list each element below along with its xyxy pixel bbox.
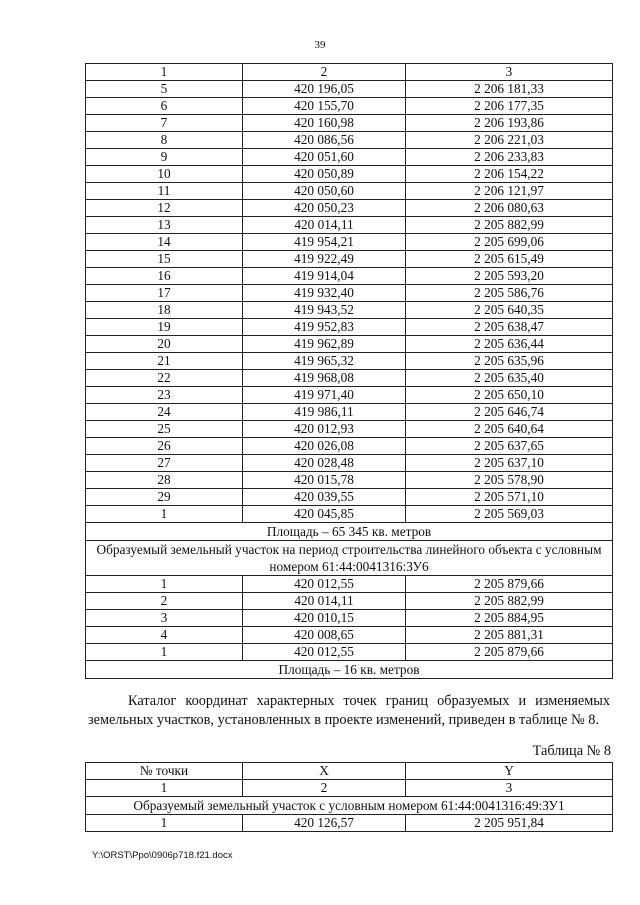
y-coordinate-cell: 2 206 080,63 <box>406 200 613 217</box>
area-total: Площадь – 16 кв. метров <box>86 661 613 679</box>
point-number-cell: 21 <box>86 353 243 370</box>
section-heading: Образуемый земельный участок на период строительства линейного объекта с условным номером 61:44:0041316:ЗУ6 <box>86 541 613 576</box>
y-coordinate-cell: 2 205 635,40 <box>406 370 613 387</box>
x-coordinate-cell: 419 965,32 <box>243 353 406 370</box>
table-row <box>86 627 613 644</box>
point-number-cell: 1 <box>86 644 243 661</box>
y-coordinate-cell: 2 206 233,83 <box>406 149 613 166</box>
x-coordinate-cell: 419 954,21 <box>243 234 406 251</box>
y-coordinate-cell: 2 206 121,97 <box>406 183 613 200</box>
y-coordinate-cell: 2 206 221,03 <box>406 132 613 149</box>
table-row <box>86 370 613 387</box>
table-row <box>86 404 613 421</box>
table-row <box>86 610 613 627</box>
y-coordinate-cell: 2 206 181,33 <box>406 81 613 98</box>
y-coordinate-cell: 2 205 882,99 <box>406 593 613 610</box>
table-row <box>86 593 613 610</box>
x-coordinate-cell: 420 155,70 <box>243 98 406 115</box>
table-row <box>86 234 613 251</box>
x-coordinate-cell: 420 010,15 <box>243 610 406 627</box>
x-coordinate-cell: 420 014,11 <box>243 593 406 610</box>
table-row <box>86 387 613 404</box>
point-number-cell: 24 <box>86 404 243 421</box>
x-coordinate-cell: 419 922,49 <box>243 251 406 268</box>
y-coordinate-cell: 2 205 646,74 <box>406 404 613 421</box>
x-coordinate-cell: 420 039,55 <box>243 489 406 506</box>
y-coordinate-cell: 2 205 578,90 <box>406 472 613 489</box>
column-number-row <box>86 780 613 797</box>
point-number-cell: 1 <box>86 576 243 593</box>
coordinates-table-7-continued <box>85 63 613 679</box>
y-coordinate-cell: 2 205 635,96 <box>406 353 613 370</box>
y-coordinate-cell: 2 205 879,66 <box>406 644 613 661</box>
x-coordinate-cell: 420 012,55 <box>243 576 406 593</box>
point-number-cell: 29 <box>86 489 243 506</box>
section-heading-row <box>86 797 613 815</box>
y-coordinate-cell: 2 205 593,20 <box>406 268 613 285</box>
x-coordinate-cell: 420 160,98 <box>243 115 406 132</box>
table-row <box>86 644 613 661</box>
catalog-paragraph: Каталог координат характерных точек границ образуемых и изменяемых земельных участков, установленных в проекте изменений, приведен в таблице № 8. <box>88 693 610 728</box>
area-total-row <box>86 661 613 679</box>
coordinates-table-7-body <box>86 64 613 679</box>
column-header-row <box>86 763 613 780</box>
point-number-cell: 15 <box>86 251 243 268</box>
table-row <box>86 115 613 132</box>
point-number-cell: 7 <box>86 115 243 132</box>
column-number-row <box>86 64 613 81</box>
y-coordinate-cell: 2 205 884,95 <box>406 610 613 627</box>
point-number-cell: 1 <box>86 506 243 523</box>
table-row <box>86 319 613 336</box>
section-heading-row <box>86 541 613 576</box>
x-coordinate-cell: 420 014,11 <box>243 217 406 234</box>
y-coordinate-cell: 2 205 636,44 <box>406 336 613 353</box>
table-row <box>86 149 613 166</box>
y-coordinate-cell: 2 205 879,66 <box>406 576 613 593</box>
point-number-cell: 5 <box>86 81 243 98</box>
point-number-cell: 6 <box>86 98 243 115</box>
y-coordinate-cell: 3 <box>406 64 613 81</box>
x-coordinate-cell: 420 050,89 <box>243 166 406 183</box>
table-row <box>86 576 613 593</box>
table-row <box>86 815 613 832</box>
table-row <box>86 132 613 149</box>
point-number-cell: 18 <box>86 302 243 319</box>
point-number-cell: 1 <box>86 64 243 81</box>
table-row <box>86 268 613 285</box>
y-coordinate-cell: 2 205 699,06 <box>406 234 613 251</box>
point-number-cell: 12 <box>86 200 243 217</box>
point-number-cell: 9 <box>86 149 243 166</box>
y-coordinate-cell: 2 205 882,99 <box>406 217 613 234</box>
point-number-cell: 23 <box>86 387 243 404</box>
table-row <box>86 166 613 183</box>
x-coordinate-cell: 420 028,48 <box>243 455 406 472</box>
area-total-row <box>86 523 613 541</box>
table-row <box>86 438 613 455</box>
point-number-cell: 14 <box>86 234 243 251</box>
table-row <box>86 472 613 489</box>
coordinates-table-8 <box>85 762 613 832</box>
y-coordinate-cell: 2 206 193,86 <box>406 115 613 132</box>
y-coordinate-cell: 2 205 638,47 <box>406 319 613 336</box>
x-coordinate-cell: 420 050,60 <box>243 183 406 200</box>
x-coordinate-cell: 420 086,56 <box>243 132 406 149</box>
document-file-path: Y:\ORST\Ppo\0906p718.f21.docx <box>92 850 233 861</box>
x-coordinate-cell: 419 932,40 <box>243 285 406 302</box>
y-coordinate-cell: 2 205 640,64 <box>406 421 613 438</box>
point-number-cell: 26 <box>86 438 243 455</box>
y-coordinate-cell: 2 205 650,10 <box>406 387 613 404</box>
y-coordinate-cell: Y <box>406 763 613 780</box>
table-row <box>86 81 613 98</box>
x-coordinate-cell: 420 050,23 <box>243 200 406 217</box>
table-row <box>86 183 613 200</box>
coordinates-table-8-body <box>86 763 613 832</box>
x-coordinate-cell: 419 986,11 <box>243 404 406 421</box>
x-coordinate-cell: X <box>243 763 406 780</box>
x-coordinate-cell: 420 026,08 <box>243 438 406 455</box>
x-coordinate-cell: 2 <box>243 780 406 797</box>
point-number-cell: 13 <box>86 217 243 234</box>
y-coordinate-cell: 2 205 637,65 <box>406 438 613 455</box>
area-total: Площадь – 65 345 кв. метров <box>86 523 613 541</box>
table-row <box>86 217 613 234</box>
y-coordinate-cell: 2 205 881,31 <box>406 627 613 644</box>
x-coordinate-cell: 419 914,04 <box>243 268 406 285</box>
table-row <box>86 506 613 523</box>
table-row <box>86 455 613 472</box>
y-coordinate-cell: 2 205 571,10 <box>406 489 613 506</box>
point-number-cell: 11 <box>86 183 243 200</box>
page-number: 39 <box>314 39 326 51</box>
x-coordinate-cell: 419 962,89 <box>243 336 406 353</box>
point-number-cell: 17 <box>86 285 243 302</box>
table-8-caption: Таблица № 8 <box>532 743 611 759</box>
point-number-cell: 28 <box>86 472 243 489</box>
y-coordinate-cell: 3 <box>406 780 613 797</box>
table-row <box>86 336 613 353</box>
point-number-cell: 27 <box>86 455 243 472</box>
table-row <box>86 421 613 438</box>
table-row <box>86 302 613 319</box>
point-number-cell: 2 <box>86 593 243 610</box>
y-coordinate-cell: 2 205 586,76 <box>406 285 613 302</box>
table-row <box>86 200 613 217</box>
point-number-cell: 1 <box>86 780 243 797</box>
point-number-cell: 3 <box>86 610 243 627</box>
section-heading: Образуемый земельный участок с условным номером 61:44:0041316:49:ЗУ1 <box>86 797 613 815</box>
x-coordinate-cell: 420 051,60 <box>243 149 406 166</box>
x-coordinate-cell: 419 968,08 <box>243 370 406 387</box>
x-coordinate-cell: 420 126,57 <box>243 815 406 832</box>
point-number-cell: № точки <box>86 763 243 780</box>
point-number-cell: 1 <box>86 815 243 832</box>
table-row <box>86 98 613 115</box>
point-number-cell: 25 <box>86 421 243 438</box>
table-row <box>86 251 613 268</box>
x-coordinate-cell: 2 <box>243 64 406 81</box>
y-coordinate-cell: 2 206 177,35 <box>406 98 613 115</box>
y-coordinate-cell: 2 205 637,10 <box>406 455 613 472</box>
x-coordinate-cell: 420 008,65 <box>243 627 406 644</box>
y-coordinate-cell: 2 205 640,35 <box>406 302 613 319</box>
table-row <box>86 353 613 370</box>
point-number-cell: 22 <box>86 370 243 387</box>
x-coordinate-cell: 419 943,52 <box>243 302 406 319</box>
table-row <box>86 285 613 302</box>
point-number-cell: 4 <box>86 627 243 644</box>
point-number-cell: 16 <box>86 268 243 285</box>
x-coordinate-cell: 420 012,55 <box>243 644 406 661</box>
x-coordinate-cell: 419 971,40 <box>243 387 406 404</box>
point-number-cell: 20 <box>86 336 243 353</box>
x-coordinate-cell: 420 012,93 <box>243 421 406 438</box>
point-number-cell: 8 <box>86 132 243 149</box>
x-coordinate-cell: 420 196,05 <box>243 81 406 98</box>
point-number-cell: 19 <box>86 319 243 336</box>
y-coordinate-cell: 2 206 154,22 <box>406 166 613 183</box>
x-coordinate-cell: 420 015,78 <box>243 472 406 489</box>
x-coordinate-cell: 420 045,85 <box>243 506 406 523</box>
point-number-cell: 10 <box>86 166 243 183</box>
x-coordinate-cell: 419 952,83 <box>243 319 406 336</box>
table-row <box>86 489 613 506</box>
y-coordinate-cell: 2 205 615,49 <box>406 251 613 268</box>
y-coordinate-cell: 2 205 951,84 <box>406 815 613 832</box>
y-coordinate-cell: 2 205 569,03 <box>406 506 613 523</box>
